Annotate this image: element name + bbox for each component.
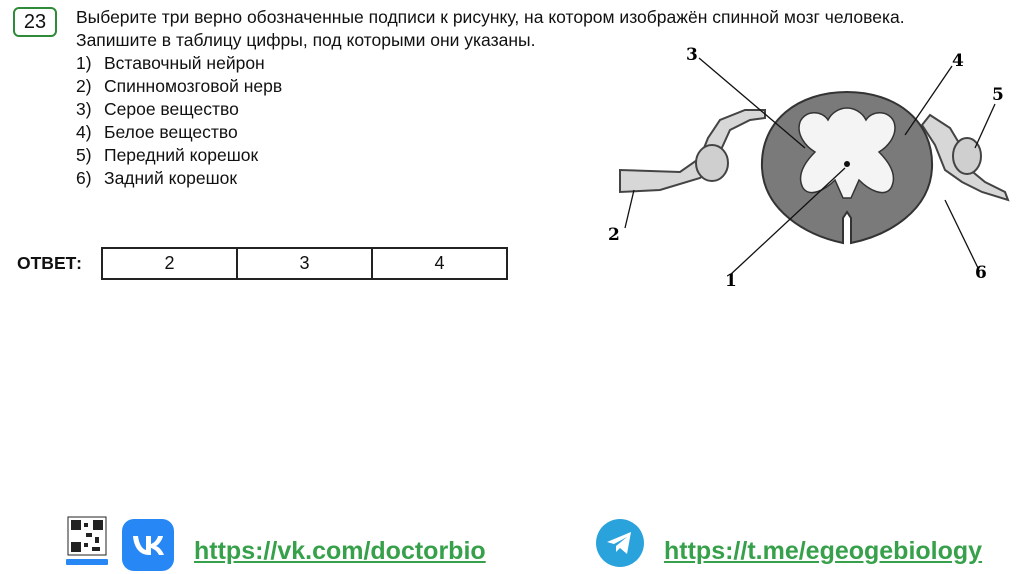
spinal-cord-figure — [600, 40, 1020, 310]
figure-label-2: 2 — [608, 225, 620, 245]
left-ganglion — [696, 145, 728, 181]
option-text: Белое вещество — [104, 122, 238, 142]
option-text: Спинномозговой нерв — [104, 76, 283, 96]
question-line-2: Запишите в таблицу цифры, под которыми они указаны. — [76, 30, 536, 50]
question-line-1: Выберите три верно обозначенные подписи к рисунку, на котором изображён спинной мозг человека. — [76, 7, 905, 27]
answer-label: ОТВЕТ: — [17, 253, 82, 273]
option-number: 3) — [76, 99, 92, 119]
answer-cell[interactable]: 3 — [237, 248, 372, 279]
telegram-icon[interactable] — [596, 519, 644, 567]
question-number-badge: 23 — [13, 7, 57, 37]
figure-label-1: 1 — [725, 271, 737, 291]
leader-line-6 — [945, 200, 978, 268]
vk-link[interactable]: https://vk.com/doctorbio — [194, 537, 486, 565]
option-number: 6) — [76, 168, 92, 188]
leader-line-5 — [975, 104, 995, 148]
option-text: Серое вещество — [104, 99, 239, 119]
option-number: 5) — [76, 145, 92, 165]
telegram-link[interactable]: https://t.me/egeogebiology — [664, 537, 983, 565]
figure-label-4: 4 — [952, 51, 964, 71]
central-canal — [844, 161, 850, 167]
vk-icon[interactable] — [122, 519, 174, 571]
answer-cell[interactable]: 4 — [372, 248, 507, 279]
option-text: Передний корешок — [104, 145, 259, 165]
leader-line-2 — [625, 190, 634, 228]
figure-label-3: 3 — [686, 45, 698, 65]
qr-code-icon — [62, 515, 112, 571]
option-number: 4) — [76, 122, 92, 142]
gray-matter — [799, 108, 895, 198]
answer-cell[interactable]: 2 — [102, 248, 237, 279]
left-nerve — [620, 110, 765, 192]
option-text: Вставочный нейрон — [104, 53, 265, 73]
figure-label-6: 6 — [975, 263, 987, 283]
answer-table — [101, 247, 508, 280]
option-text: Задний корешок — [104, 168, 238, 188]
option-number: 2) — [76, 76, 92, 96]
option-number: 1) — [76, 53, 92, 73]
figure-label-5: 5 — [992, 85, 1004, 105]
